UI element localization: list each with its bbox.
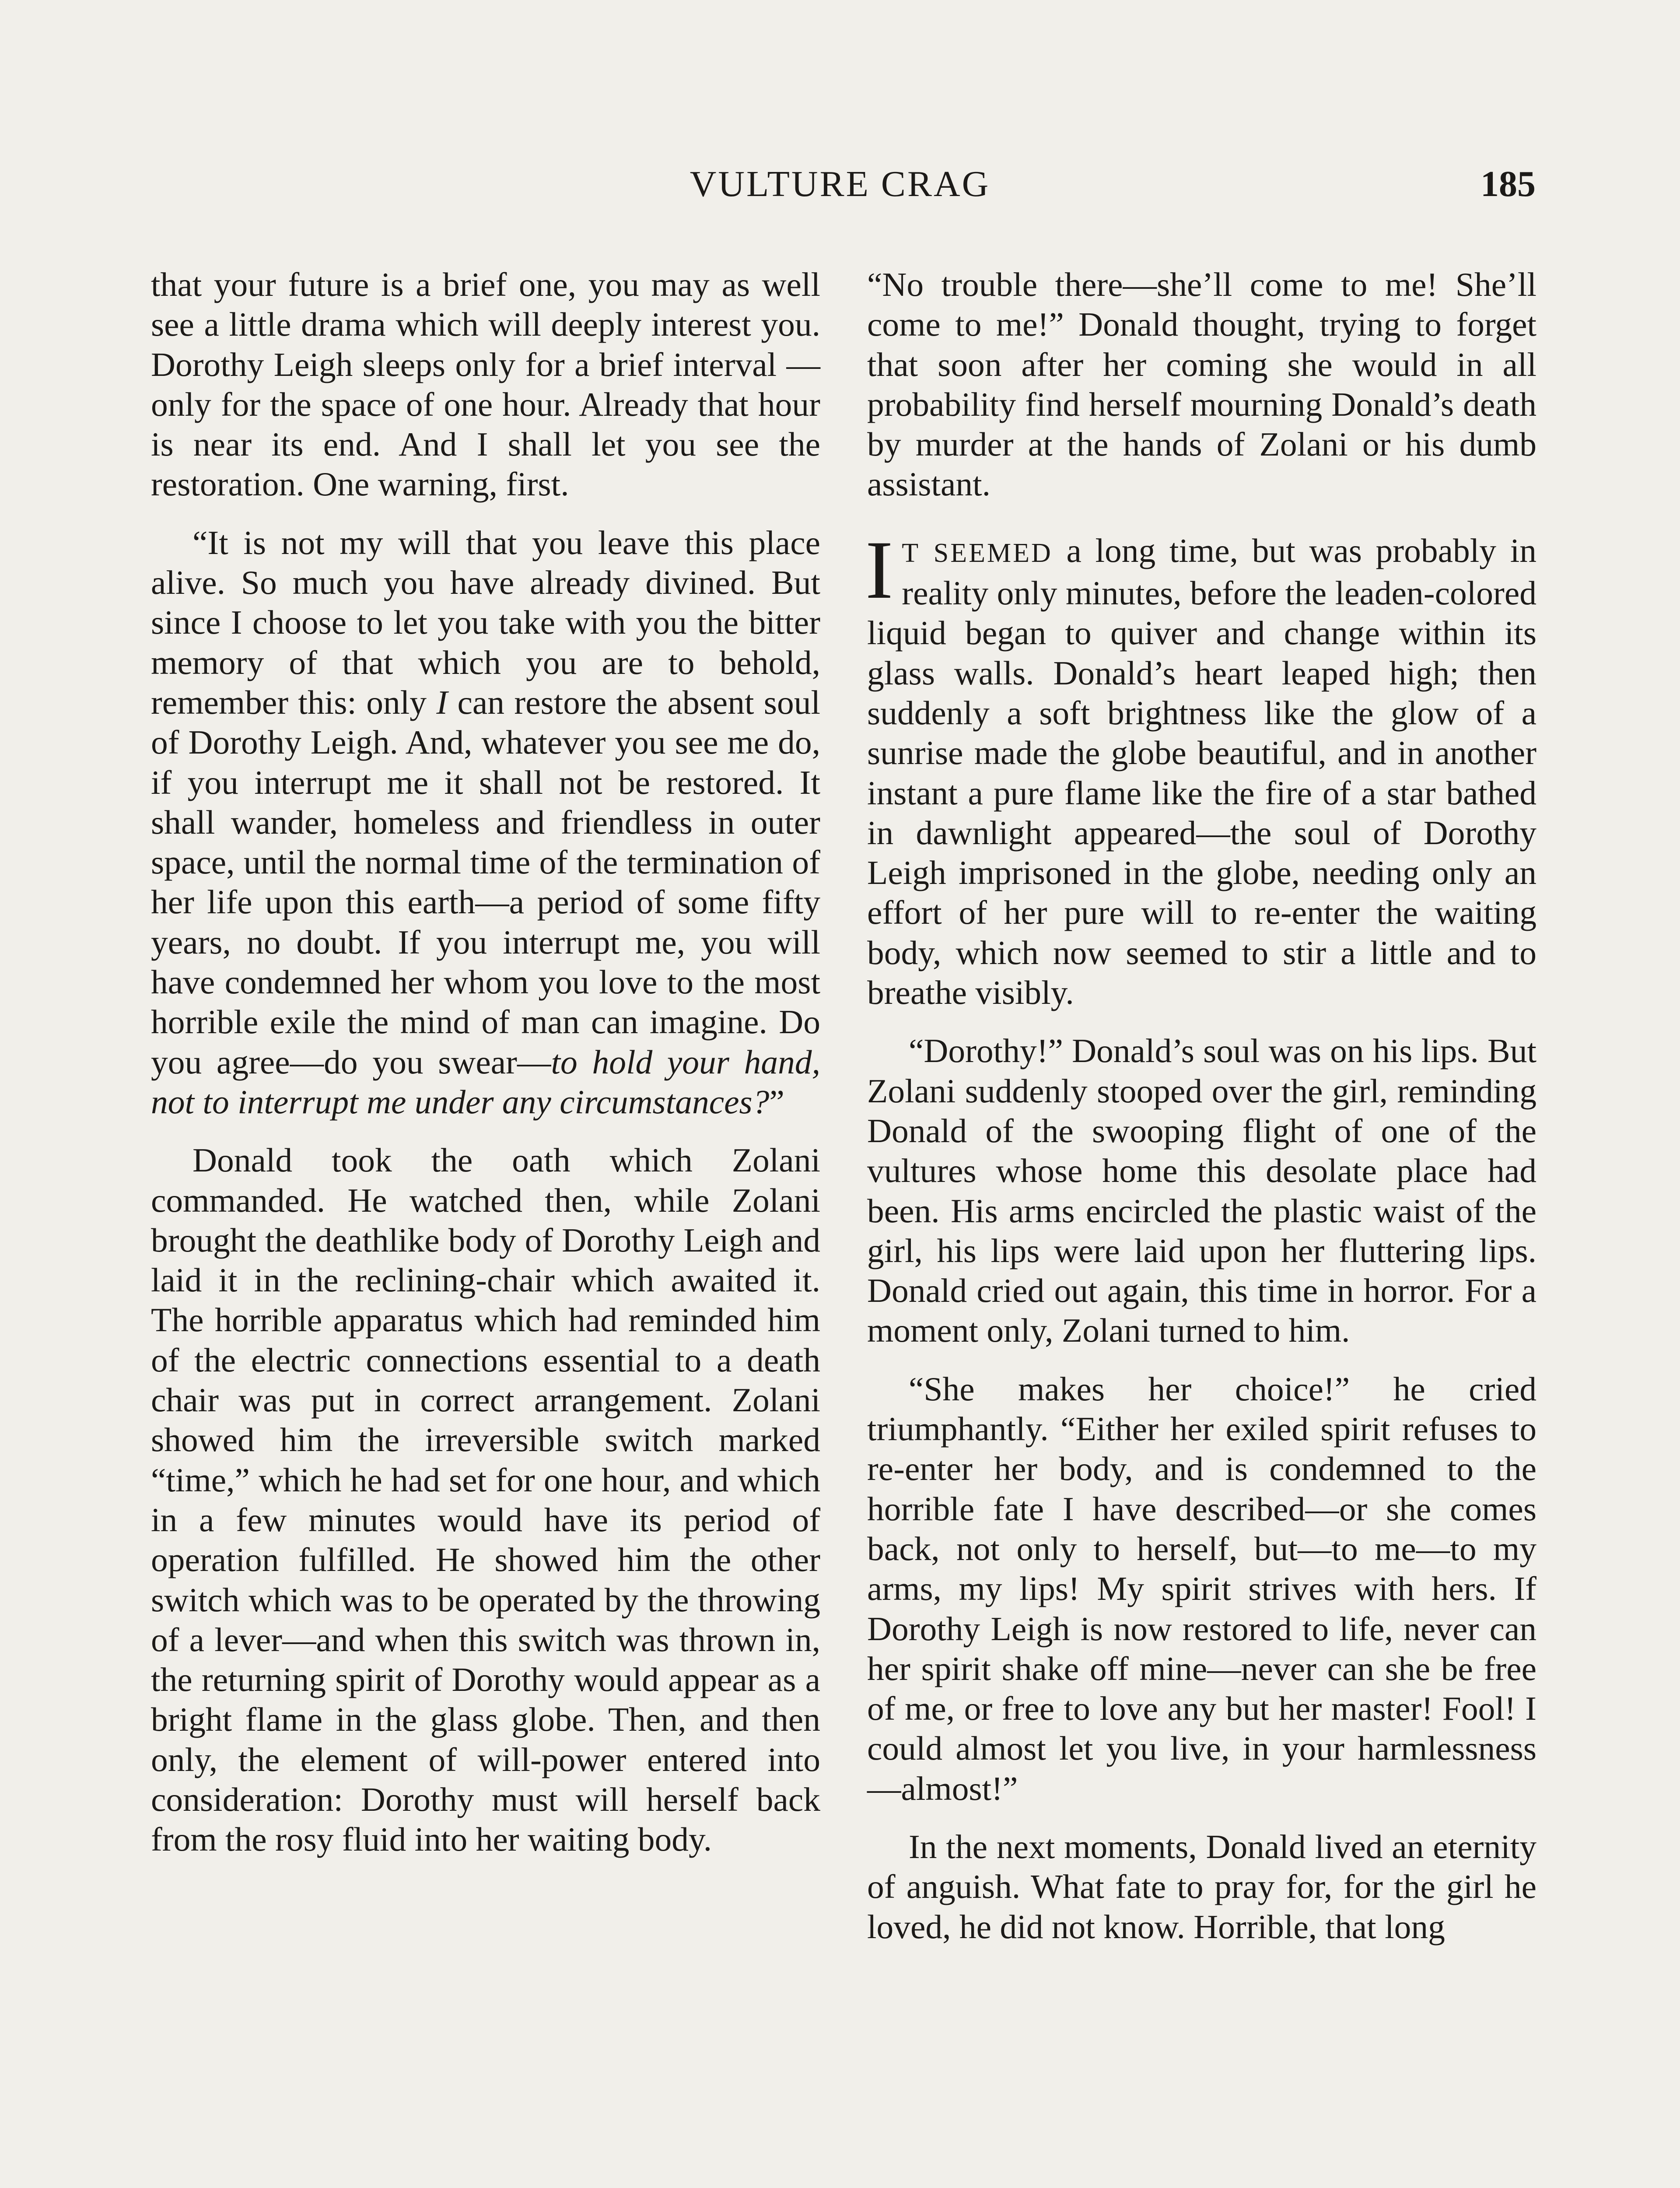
italic-text: to hold your hand, not to interrupt me under any circumstances? — [151, 1043, 820, 1121]
closing-quote: ” — [769, 1083, 784, 1121]
paragraph: “No trouble there—she’ll come to me! She’ll come to me!” Donald thought, trying to forget that soon after her coming she would in all probability find herself mourning Donald’s death by murder at the hands of Zolani or his dumb assistant. — [867, 266, 1536, 503]
page-title: VULTURE CRAG — [690, 164, 990, 204]
paragraph-text: “It is not my will that you leave this place alive. So much you have already divined. But since I choose to let you take with you the bitter memory of that which you are to behold, remember this: only — [151, 523, 820, 721]
paragraph-text: a long time, but was probably in reality only minutes, before the leaden-colored liquid began to quiver and change within its glass walls. Donald’s heart leaped high; then suddenly a soft brightness like the glow of a sunrise made the globe beautiful, and in another instant a pure flame like the fire of a star bathed in dawnlight appeared—the soul of Dorothy Leigh imprisoned in the globe, needing only an effort of her pure will to re-enter the waiting body, which now seemed to stir a little and to breathe visibly. — [867, 531, 1536, 1012]
drop-cap: I — [865, 524, 893, 616]
paragraph: “She makes her choice!” he cried triumphantly. “Either her exiled spirit refuses to re-enter her body, and is condemned to the horrible fate I have described—or she comes back, not only to herself, but—to me—to my arms, my lips! My spirit strives with hers. If Dorothy Leigh is now restored to life, never can her spirit shake off mine—never can she be free of me, or free to love any but her master! Fool! I could almost let you live, in your harmlessness—almost!” — [867, 1370, 1536, 1807]
paragraph: In the next moments, Donald lived an eternity of anguish. What fate to pray for, for the girl he loved, he did not know. Horrible, that long — [867, 1827, 1536, 1946]
page-number: 185 — [1480, 164, 1536, 204]
emphasis-text: I — [436, 683, 448, 721]
left-column — [151, 265, 820, 1878]
right-column — [867, 265, 1536, 1965]
paragraph: “Dorothy!” Donald’s soul was on his lips. But Zolani suddenly stooped over the girl, reminding Donald of the swooping flight of one of the vultures whose home this desolate place had been. His arms encircled the plastic waist of the girl, his lips were laid upon her fluttering lips. Donald cried out again, this time in horror. For a moment only, Zolani turned to him. — [867, 1032, 1536, 1350]
section-start-paragraph — [865, 524, 1536, 1013]
paragraph: Donald took the oath which Zolani commanded. He watched then, while Zolani brought the deathlike body of Dorothy Leigh and laid it in the reclining-chair which awaited it. The horrible apparatus which had reminded him of the electric connections essential to a death chair was put in correct arrangement. Zolani showed him the irreversible switch marked “time,” which he had set for one hour, and which in a few minutes would have its period of operation fulfilled. He showed him the other switch which was to be operated by the throwing of a lever—and when this switch was thrown in, the returning spirit of Dorothy would appear as a bright flame in the glass globe. Then, and then only, the element of will-power entered into consideration: Dorothy must will herself back from the rosy fluid into her waiting body. — [151, 1141, 820, 1858]
paragraph — [151, 523, 820, 1122]
paragraph-text: can restore the absent soul of Dorothy Leigh. And, whatever you see me do, if you interrupt me it shall not be restored. It shall wander, homeless and friendless in outer space, until the normal time of the termination of her life upon this earth—a period of some fifty years, no doubt. If you interrupt me, you will have condemned her whom you love to the most horrible exile the mind of man can imagine. Do you agree—do you swear— — [151, 683, 820, 1081]
running-head — [144, 163, 1536, 211]
paragraph: that your future is a brief one, you may as well see a little drama which will deeply interest you. Dorothy Leigh sleeps only for a brief interval —only for the space of one hour. Already that hour is near its end. And I shall let you see the restoration. One warning, first. — [151, 266, 820, 503]
small-caps-lead: T SEEMED — [902, 538, 1053, 568]
